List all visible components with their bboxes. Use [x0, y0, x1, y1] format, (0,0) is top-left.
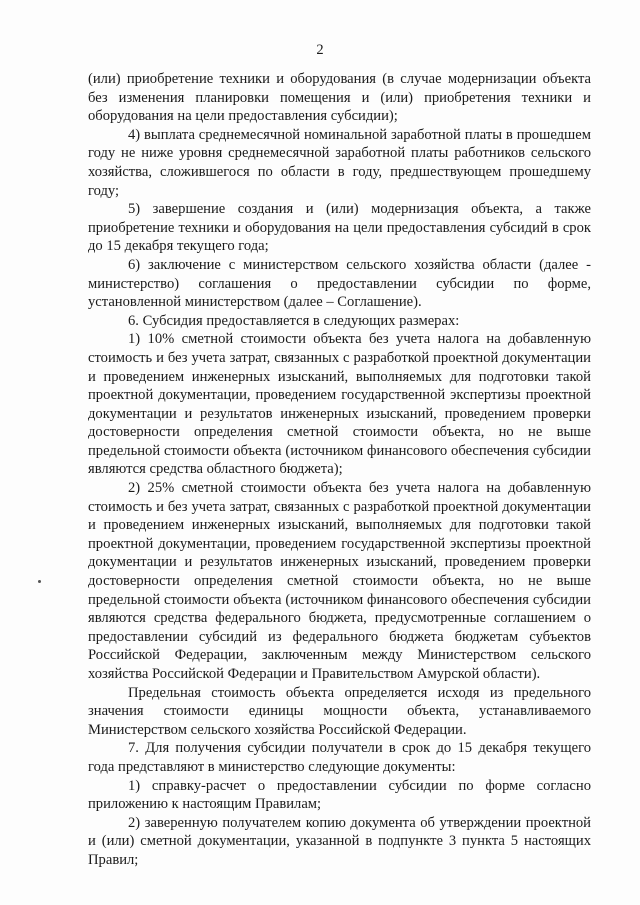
paragraph-subsidy-25-percent: 2) 25% сметной стоимости объекта без учета налога на добавленную стоимость и без учета затрат, связанных с разработкой проектной документации и проведением инженерных изысканий, выполняемых для подготовки такой проектной документации, проведением государственной экспертизы проектной документации и результатов инженерных изысканий, проведением проверки достоверности определения сметной стоимости объекта, но не выше предельной стоимости объекта (источником финансового обеспечения субсидии являются средства федерального бюджета, предусмотренные соглашением о предоставлении субсидий из федерального бюджета бюджетам субъектов Российской Федерации, заключенным между Министерством сельского хозяйства Российской Федерации и Правительством Амурской области). — [88, 480, 591, 682]
document-body — [88, 70, 591, 870]
paragraph-section-6: 6. Субсидия предоставляется в следующих размерах: — [128, 312, 460, 329]
paragraph-continuation: (или) приобретение техники и оборудования (в случае модернизации объекта без изменения планировки помещения и (или) приобретения техники и оборудования на цели предоставления субсидии); — [88, 71, 591, 125]
paragraph-section-7: 7. Для получения субсидии получатели в срок до 15 декабря текущего года представляют в министерство следующие документы: — [88, 740, 591, 775]
paragraph-item-6: 6) заключение с министерством сельского хозяйства области (далее - министерство) соглашения о предоставлении субсидии по форме, установленной министерством (далее – Соглашение). — [88, 256, 591, 311]
scan-dot-mark — [38, 580, 41, 583]
paragraph-max-cost: Предельная стоимость объекта определяется исходя из предельного значения стоимости единицы мощности объекта, устанавливаемого Министерством сельского хозяйства Российской Федерации. — [88, 684, 591, 738]
paragraph-doc-2: 2) заверенную получателем копию документа об утверждении проектной и (или) сметной документации, указанной в подпункте 3 пункта 5 настоящих Правил; — [88, 814, 591, 868]
page-number: 2 — [316, 42, 324, 58]
paragraph-item-4: 4) выплата среднемесячной номинальной заработной платы в прошедшем году не ниже уровня среднемесячной заработной платы работников сельского хозяйства, сложившегося по области в году, предшествующем прошедшему году; — [88, 126, 591, 199]
paragraph-item-5: 5) завершение создания и (или) модернизация объекта, а также приобретение техники и оборудования на цели предоставления субсидий в срок до 15 декабря текущего года; — [88, 201, 591, 255]
paragraph-doc-1: 1) справку-расчет о предоставлении субсидии по форме согласно приложению к настоящим Правилам; — [88, 777, 591, 813]
paragraph-subsidy-10-percent: 1) 10% сметной стоимости объекта без учета налога на добавленную стоимость и без учета затрат, связанных с разработкой проектной документации и проведением инженерных изысканий, выполняемых для подготовки такой проектной документации, проведением государственной экспертизы проектной документации и результатов инженерных изысканий, проведением проверки достоверности определения сметной стоимости объекта, но не выше предельной стоимости объекта (источником финансового обеспечения субсидии являются средства областного бюджета); — [88, 331, 591, 478]
